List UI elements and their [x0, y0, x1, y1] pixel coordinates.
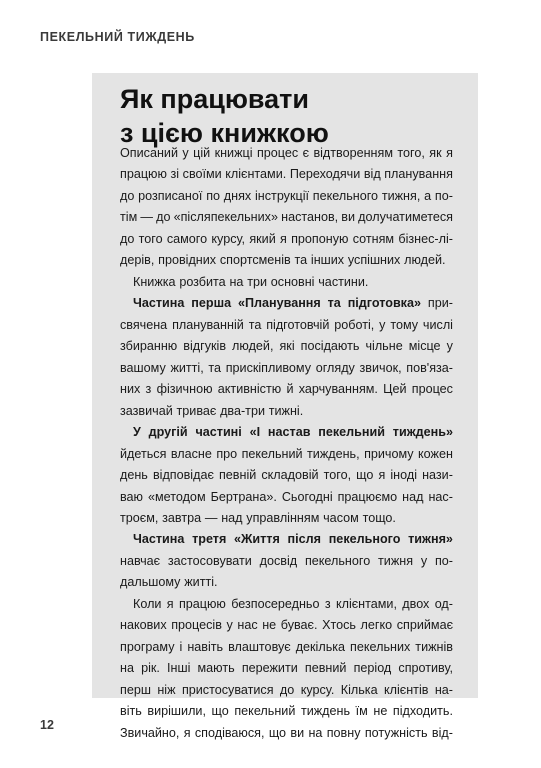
word: клієнтами, — [335, 596, 397, 611]
text-line — [120, 336, 453, 357]
text-line — [120, 401, 453, 422]
word: тиждень, — [307, 446, 360, 461]
box-body-text — [120, 143, 453, 744]
word: навчає — [120, 553, 161, 568]
word: основні — [270, 274, 315, 289]
word: пристосуватися — [181, 682, 274, 697]
word: книжці — [214, 146, 253, 160]
word: огляду — [315, 360, 355, 375]
word: пекельний — [241, 446, 303, 461]
word: людей. — [404, 253, 446, 268]
word: спортсменів — [219, 253, 291, 268]
text-line — [120, 487, 453, 508]
word: який — [249, 231, 276, 246]
word: після — [287, 532, 321, 547]
word: досвід — [259, 553, 298, 568]
text-line — [120, 379, 453, 400]
word: — — [140, 210, 153, 225]
text-line — [120, 529, 453, 550]
word: фізичною — [156, 382, 213, 397]
box-title — [120, 82, 460, 150]
word: не — [373, 704, 388, 719]
word: іноді — [390, 468, 418, 483]
word: «Життя — [234, 532, 280, 547]
word: програму — [120, 639, 175, 654]
word: тижня» — [408, 532, 453, 547]
word: троєм, — [120, 510, 159, 525]
word: я — [280, 231, 287, 246]
word: з — [324, 596, 331, 611]
word: які — [279, 339, 295, 354]
word: Сьогодні — [281, 489, 333, 504]
word: чільне — [365, 339, 403, 354]
word: по — [206, 188, 221, 203]
text-line — [120, 207, 453, 228]
word: бізнес-лі- — [398, 231, 453, 246]
word: управлінням — [246, 510, 320, 525]
word: Цей — [383, 382, 407, 397]
word: процес — [411, 382, 453, 397]
word: нази- — [422, 468, 453, 483]
text-line — [120, 701, 453, 722]
word: пекельний — [318, 425, 385, 440]
text-line — [120, 680, 453, 701]
word: потужність — [364, 725, 428, 740]
word: тому — [390, 317, 419, 332]
word: над — [221, 510, 243, 525]
word: ніж — [157, 682, 176, 697]
word: перша — [191, 296, 232, 311]
word: збиранню — [120, 339, 178, 354]
word: від- — [431, 725, 453, 740]
word: триває — [176, 403, 217, 418]
word: днях — [223, 188, 252, 203]
word: свячена — [120, 317, 168, 332]
word: курсу, — [211, 231, 246, 246]
word: другій — [148, 425, 188, 440]
word: період — [353, 661, 392, 676]
text-line — [120, 422, 453, 443]
word: до — [279, 682, 295, 697]
text-line — [120, 272, 453, 293]
word: кожен — [418, 446, 453, 461]
word: накових — [120, 618, 167, 633]
word: відтворенням — [313, 146, 393, 160]
word: харчуванням. — [298, 382, 378, 397]
word: причому — [364, 446, 414, 461]
word: певний — [304, 661, 347, 676]
word: процес — [256, 146, 299, 160]
text-line — [120, 143, 453, 164]
word: безпосередньо — [231, 596, 320, 611]
word: два-три — [220, 403, 265, 418]
box-title-line: Як працювати — [120, 84, 309, 114]
word: над — [402, 489, 424, 504]
word: сподіваюся, — [194, 725, 265, 740]
word: ви — [290, 725, 305, 740]
word: пропоную — [291, 231, 349, 246]
word: у — [446, 339, 453, 354]
word: підходить. — [392, 704, 453, 719]
word: не — [262, 618, 277, 633]
word: місце — [408, 339, 441, 354]
word: вирішили, — [147, 704, 206, 719]
word: декілька — [295, 639, 346, 654]
word: що — [268, 725, 287, 740]
word: тім — [120, 210, 138, 225]
word: Кілька — [340, 682, 378, 697]
word: буває. — [280, 618, 318, 633]
word: тощо. — [362, 510, 396, 525]
word: з — [145, 382, 152, 397]
word: тижня — [378, 553, 414, 568]
word: я — [378, 468, 386, 483]
box-title-line: з цією книжкою — [120, 118, 329, 148]
word: при- — [427, 296, 453, 311]
word: Частина — [133, 296, 185, 311]
word: відгуків — [183, 339, 227, 354]
word: тижнів — [415, 639, 453, 654]
word: як — [429, 146, 442, 160]
word: перш — [120, 682, 151, 697]
word: та — [294, 253, 308, 268]
word: нас- — [428, 489, 453, 504]
word: провідних — [158, 253, 217, 268]
word: Інші — [167, 661, 191, 676]
word: у — [379, 317, 386, 332]
word: — — [204, 510, 218, 525]
word: числі — [422, 317, 453, 332]
word: Звичайно, — [120, 725, 180, 740]
word: клієнтів — [384, 682, 429, 697]
word: часом — [323, 510, 359, 525]
word: влаштовує — [228, 639, 291, 654]
word: а — [424, 188, 432, 203]
text-line — [120, 615, 453, 636]
word: прискіпливому — [225, 360, 312, 375]
word: певній — [218, 468, 257, 483]
word: настав — [267, 425, 311, 440]
word: інструкції — [255, 188, 309, 203]
text-line — [120, 293, 453, 314]
word: житті, — [170, 360, 204, 375]
word: пекельного — [304, 553, 371, 568]
word: зі — [170, 167, 180, 182]
word: до — [120, 188, 135, 203]
word: складовій — [261, 468, 319, 483]
word: успішних — [347, 253, 401, 268]
word: долучатиметеся — [358, 210, 453, 225]
word: тиждень» — [392, 425, 453, 440]
word: тижня, — [381, 188, 421, 203]
word: плануванній — [172, 317, 244, 332]
word: на — [120, 661, 134, 676]
text-line — [120, 551, 453, 572]
word: три — [247, 274, 268, 289]
word: сприймає — [396, 618, 453, 633]
text-line — [120, 658, 453, 679]
text-line — [120, 723, 453, 744]
word: Хтось — [322, 618, 356, 633]
word: по- — [434, 553, 453, 568]
page-number: 12 — [40, 718, 54, 732]
text-line — [120, 186, 453, 207]
word: я — [183, 725, 191, 740]
word: на- — [434, 682, 453, 697]
word: навіть — [187, 639, 224, 654]
word: відповідає — [152, 468, 214, 483]
word: У — [133, 425, 141, 440]
word: розписаної — [138, 188, 203, 203]
word: зазвичай — [120, 403, 173, 418]
word: ви — [341, 210, 356, 225]
word: ваю — [120, 489, 143, 504]
word: спротиву, — [398, 661, 453, 676]
word: на — [308, 725, 323, 740]
word: до — [120, 231, 135, 246]
text-line — [120, 315, 453, 336]
word: день — [120, 468, 148, 483]
word: того — [138, 231, 163, 246]
word: курсу. — [300, 682, 335, 697]
running-head: ПЕКЕЛЬНИЙ ТИЖДЕНЬ — [40, 30, 195, 44]
word: йдеться — [120, 446, 167, 461]
word: власне — [170, 446, 212, 461]
word: Коли — [133, 596, 162, 611]
word: до — [156, 210, 171, 225]
word: посідають — [300, 339, 360, 354]
text-line — [120, 250, 453, 271]
word: у — [420, 553, 428, 568]
word: житті. — [184, 575, 218, 590]
word: третя — [192, 532, 227, 547]
text-line — [120, 164, 453, 185]
word: звичок, — [359, 360, 402, 375]
word: працюю — [178, 596, 226, 611]
word: інших — [310, 253, 345, 268]
word: що — [211, 704, 229, 719]
word: про — [216, 446, 238, 461]
word: їм — [355, 704, 368, 719]
word: підготовчій — [266, 317, 330, 332]
word: сотням — [352, 231, 395, 246]
word: я — [446, 146, 453, 160]
word: є — [302, 146, 310, 160]
word: та — [327, 296, 341, 311]
text-line — [120, 358, 453, 379]
word: них — [120, 382, 141, 397]
word: роботі, — [334, 317, 375, 332]
word: пекельного — [312, 188, 379, 203]
word: «Планування — [237, 296, 321, 311]
word: і — [179, 639, 183, 654]
word: Переходячи — [289, 167, 361, 182]
word: клієнтами. — [225, 167, 287, 182]
word: легко — [360, 618, 393, 633]
word: активністю — [217, 382, 282, 397]
text-line — [120, 229, 453, 250]
word: Описаний — [120, 146, 178, 160]
word: процесів — [171, 618, 222, 633]
word: що — [356, 468, 374, 483]
word: й — [286, 382, 294, 397]
word: настанов, — [281, 210, 339, 225]
word: у — [226, 618, 233, 633]
word: працюю — [120, 167, 167, 182]
word: по- — [434, 188, 453, 203]
text-line — [120, 465, 453, 486]
word: своїми — [182, 167, 222, 182]
word: самого — [166, 231, 208, 246]
word: «І — [249, 425, 261, 440]
text-line — [120, 444, 453, 465]
word: дальшому — [120, 575, 181, 590]
word: розбита — [179, 274, 226, 289]
word: застосовувати — [167, 553, 252, 568]
word: працюємо — [337, 489, 398, 504]
word: я — [166, 596, 174, 611]
word: частини. — [318, 274, 369, 289]
word: пекельних — [350, 639, 411, 654]
word: та — [208, 360, 222, 375]
word: того, — [397, 146, 425, 160]
word: пекельний — [234, 704, 296, 719]
word: людей, — [232, 339, 274, 354]
word: планування — [384, 167, 453, 182]
word: Бертрана». — [210, 489, 277, 504]
word: у — [182, 146, 189, 160]
word: тижні. — [268, 403, 304, 418]
word: тиждень — [300, 704, 351, 719]
word: та — [248, 317, 262, 332]
word: од- — [434, 596, 453, 611]
word: завтра — [162, 510, 202, 525]
text-line — [120, 508, 453, 529]
word: вашому — [120, 360, 166, 375]
word: на — [229, 274, 244, 289]
word: «післяпекельних» — [173, 210, 278, 225]
text-line — [120, 572, 453, 593]
word: мають — [197, 661, 235, 676]
word: Частина — [133, 532, 185, 547]
word: Книжка — [133, 274, 176, 289]
text-line — [120, 637, 453, 658]
word: пов'яза- — [406, 360, 453, 375]
word: частині — [195, 425, 242, 440]
word: дерів, — [120, 253, 155, 268]
word: підготовка» — [347, 296, 421, 311]
word: від — [363, 167, 381, 182]
word: цій — [193, 146, 211, 160]
word: пекельного — [328, 532, 401, 547]
word: того, — [323, 468, 352, 483]
word: «методом — [147, 489, 206, 504]
word: рік. — [141, 661, 160, 676]
word: повну — [326, 725, 361, 740]
text-line — [120, 594, 453, 615]
word: двох — [402, 596, 430, 611]
word: нас — [237, 618, 258, 633]
word: пережити — [241, 661, 298, 676]
word: віть — [120, 704, 142, 719]
